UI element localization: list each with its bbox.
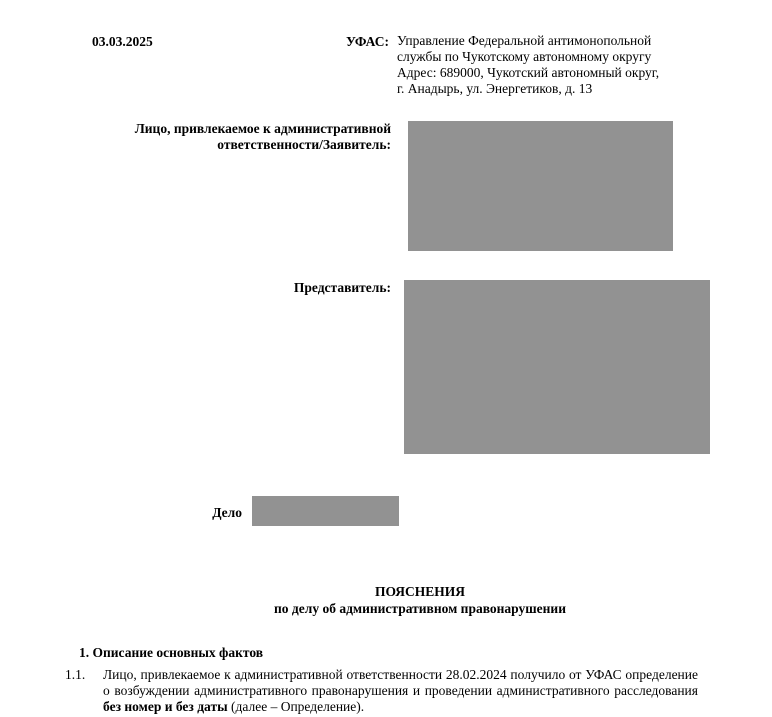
ufas-address-block — [397, 33, 727, 97]
ufas-line: Адрес: 689000, Чукотский автономный округ, — [397, 65, 660, 80]
item-text-end: (далее – Определение). — [227, 699, 365, 714]
case-label: Дело — [212, 505, 242, 520]
document-date: 03.03.2025 — [92, 34, 153, 49]
item-paragraph — [103, 667, 698, 715]
item-number: 1.1. — [65, 667, 86, 682]
representative-label: Представитель: — [293, 280, 391, 295]
document-subtitle: по делу об административном правонарушении — [274, 601, 566, 616]
person-label-line: ответственности/Заявитель: — [217, 137, 391, 152]
ufas-line: г. Анадырь, ул. Энергетиков, д. 13 — [397, 81, 593, 96]
case-number-redacted-block — [252, 496, 399, 526]
ufas-label: УФАС: — [346, 34, 389, 49]
ufas-line: службы по Чукотскому автономному округу — [397, 49, 652, 64]
section-heading: 1. Описание основных фактов — [79, 645, 264, 660]
item-text-start: Лицо, привлекаемое к административной ответственности 28.02.2024 получило от УФАС определение о возбуждении административного правонарушения и проведении административного расследования — [103, 667, 698, 698]
person-applicant-label — [60, 121, 391, 153]
document-title: ПОЯСНЕНИЯ — [374, 584, 466, 599]
person-redacted-block — [408, 121, 673, 251]
ufas-line: Управление Федеральной антимонопольной — [397, 33, 652, 48]
person-label-line: Лицо, привлекаемое к административной — [134, 121, 391, 136]
item-text-emphasis: без номер и без даты — [103, 699, 228, 714]
representative-redacted-block — [404, 280, 710, 454]
